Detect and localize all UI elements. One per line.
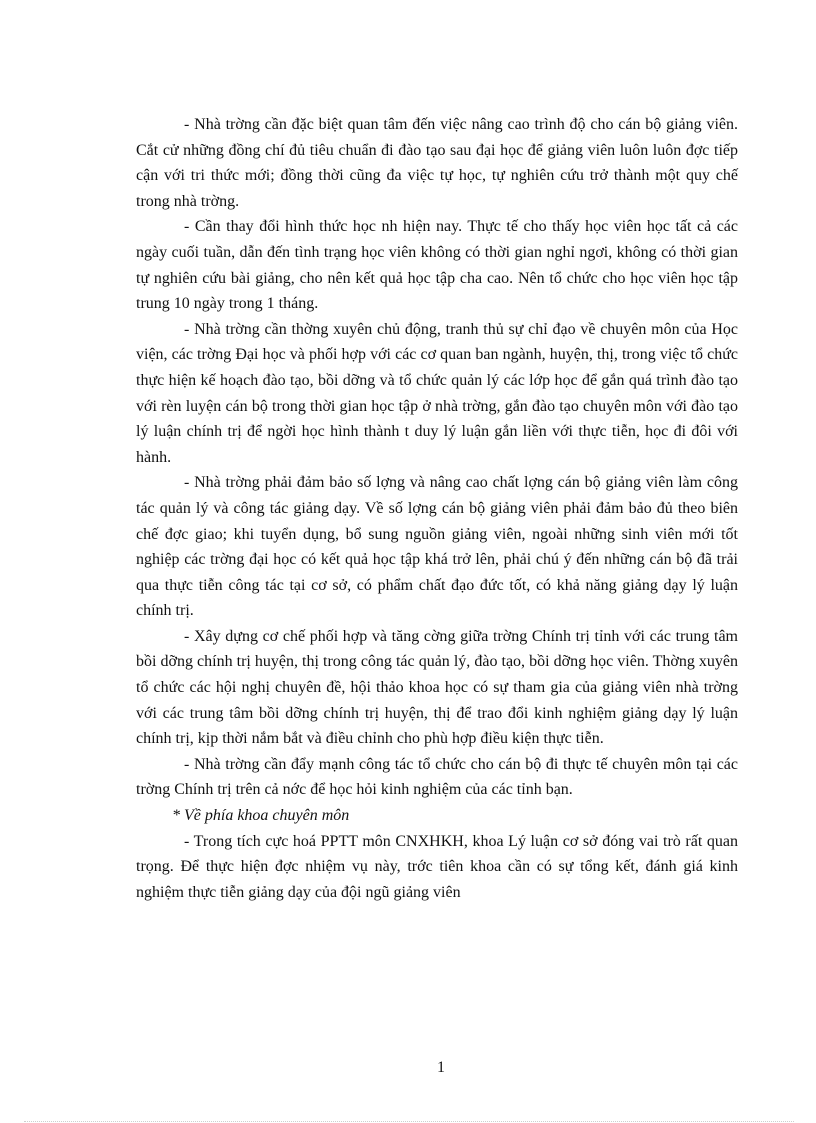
paragraph-lecturer-training: - Nhà trờng cần đặc biệt quan tâm đến việc nâng cao trình độ cho cán bộ giảng viên. Cắt cử những đồng chí đủ tiêu chuẩn đi đào tạo sau đại học để giảng viên luôn luôn đợc tiếp cận với tri thức mới; đồng thời cũng đa việc tự học, tự nghiên cứu trở thành một quy chế trong nhà trờng. [136,116,738,210]
paragraph-cooperation: - Nhà trờng cần thờng xuyên chủ động, tranh thủ sự chỉ đạo về chuyên môn của Học viện, các trờng Đại học và phối hợp với các cơ quan ban ngành, huyện, thị, trong việc tổ chức thực hiện kế hoạch đào tạo, bồi dỡng và tổ chức quản lý các lớp học để gắn quá trình đào tạo với rèn luyện cán bộ trong thời gian học tập ở nhà trờng, gắn đào tạo chuyên môn với đào tạo lý luận chính trị để ngời học hình thành t duy lý luận gắn liền với thực tiễn, học đi đôi với hành. [136,320,738,466]
section-subheading: * Về phía khoa chuyên môn [172,807,350,825]
page-number: 1 [437,1059,445,1076]
paragraph-study-format: - Cần thay đổi hình thức học nh hiện nay. Thực tế cho thấy học viên học tất cả các ngày cuối tuần, dẫn đến tình trạng học viên không có thời gian nghỉ ngơi, không có thời gian tự nghiên cứu bài giảng, cho nên kết quả học tập cha cao. Nên tổ chức cho học viên học tập trung 10 ngày trong 1 tháng. [136,218,738,313]
paragraph-staff-quality: - Nhà trờng phải đảm bảo số lợng và nâng cao chất lợng cán bộ giảng viên làm công tác quản lý và công tác giảng dạy. Về số lợng cán bộ giảng viên phải đảm bảo đủ theo biên chế đợc giao; khi tuyển dụng, bổ sung nguồn giảng viên, ngoài những sinh viên mới tốt nghiệp các trờng đại học có kết quả học tập khá trở lên, phải chú ý đến những cán bộ đã trải qua thực tiễn công tác tại cơ sở, có phẩm chất đạo đức tốt, có khả năng giảng dạy lý luận chính trị. [136,474,738,620]
paragraph-department-role: - Trong tích cực hoá PPTT môn CNXHKH, khoa Lý luận cơ sở đóng vai trò rất quan trọng. Để thực hiện đợc nhiệm vụ này, trớc tiên khoa cần có sự tổng kết, đánh giá kinh nghiệm thực tiễn giảng dạy của đội ngũ giảng viên [136,832,738,901]
paragraph-coordination-mechanism: - Xây dựng cơ chế phối hợp và tăng cờng giữa trờng Chính trị tỉnh với các trung tâm bồi dỡng chính trị huyện, thị trong công tác quản lý, đào tạo, bồi dỡng học viên. Thờng xuyên tổ chức các hội nghị chuyên đề, hội thảo khoa học có sự tham gia của giảng viên nhà trờng với các trung tâm bồi dỡng chính trị huyện, thị để trao đổi kinh nghiệm giảng dạy lý luận chính trị, kịp thời nắm bắt và điều chỉnh cho phù hợp điều kiện thực tiễn. [136,627,738,748]
page-bottom-border [24,1121,794,1122]
paragraph-field-trips: - Nhà trờng cần đẩy mạnh công tác tổ chức cho cán bộ đi thực tế chuyên môn tại các trờng Chính trị trên cả nớc để học hỏi kinh nghiệm của các tỉnh bạn. [136,755,738,799]
document-body [136,112,738,905]
